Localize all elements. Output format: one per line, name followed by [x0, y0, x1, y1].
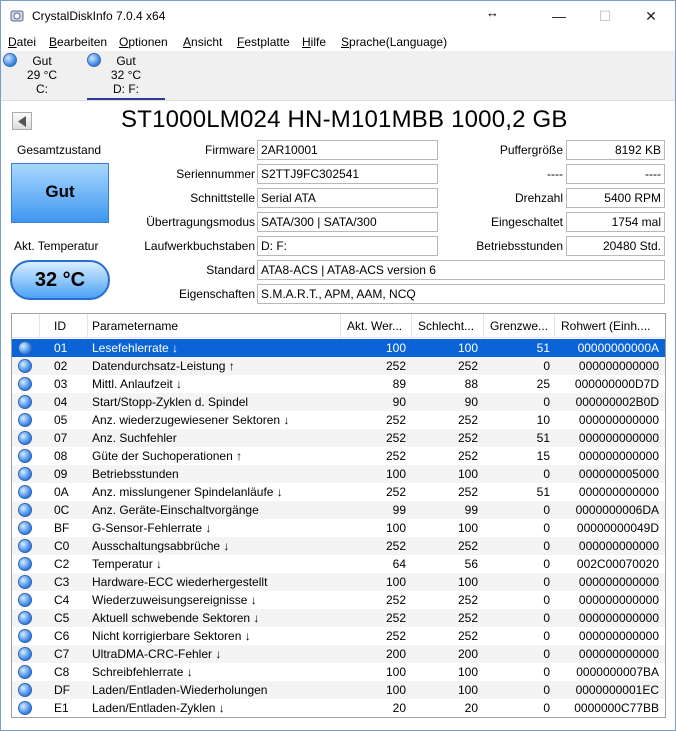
cell-current: 20	[392, 701, 406, 715]
header-raw[interactable]: Rohwert (Einh....	[555, 314, 666, 338]
cell-name: Wiederzuweisungsereignisse ↓	[92, 593, 257, 607]
cell-id: C0	[54, 539, 70, 553]
cell-worst: 252	[457, 593, 478, 607]
cell-threshold: 0	[543, 611, 550, 625]
health-good-icon	[18, 575, 32, 589]
cell-threshold: 0	[543, 467, 550, 481]
cell-worst: 252	[457, 629, 478, 643]
health-good-icon	[18, 467, 32, 481]
cell-name: Nicht korrigierbare Sektoren ↓	[92, 629, 251, 643]
table-row[interactable]	[12, 627, 666, 645]
cell-worst: 99	[464, 503, 478, 517]
cell-threshold: 0	[543, 557, 550, 571]
health-good-icon	[18, 359, 32, 373]
cell-threshold: 0	[543, 395, 550, 409]
blank-label: ----	[547, 167, 563, 181]
cell-raw: 000000000000	[578, 611, 659, 625]
disk-status: Gut	[116, 54, 136, 68]
cell-id: C3	[54, 575, 70, 589]
table-row[interactable]	[12, 429, 666, 447]
cell-name: Anz. wiederzugewiesener Sektoren ↓	[92, 413, 290, 427]
cell-name: Anz. Geräte-Einschaltvorgänge	[92, 503, 259, 517]
transfer-mode-label: Übertragungsmodus	[146, 215, 255, 229]
standard-label: Standard	[206, 263, 255, 277]
table-row[interactable]	[12, 609, 666, 627]
cell-current: 252	[385, 359, 406, 373]
menu-festplatte[interactable]: Festplatte	[237, 35, 290, 49]
cell-worst: 252	[457, 413, 478, 427]
health-good-icon	[18, 341, 32, 355]
table-row[interactable]	[12, 591, 666, 609]
cell-raw: 000000000000	[578, 449, 659, 463]
cell-raw: 000000000D7D	[574, 377, 659, 391]
cell-raw: 0000000007BA	[576, 665, 659, 679]
blank-field: ----	[566, 164, 665, 184]
disk-tab-c[interactable]	[3, 51, 81, 100]
previous-disk-button[interactable]	[12, 112, 32, 130]
cell-raw: 00000000000A	[577, 341, 659, 355]
disk-temp: 29 °C	[26, 68, 58, 82]
health-good-icon	[18, 647, 32, 661]
cell-id: C7	[54, 647, 70, 661]
cell-id: C5	[54, 611, 70, 625]
power-on-hours-label: Betriebsstunden	[476, 239, 563, 253]
cell-id: C8	[54, 665, 70, 679]
cell-threshold: 0	[543, 539, 550, 553]
minimize-button[interactable]: —	[552, 8, 566, 24]
cell-id: 08	[54, 449, 68, 463]
cell-threshold: 0	[543, 629, 550, 643]
table-row[interactable]	[12, 393, 666, 411]
power-on-count-field: 1754 mal	[566, 212, 665, 232]
cell-raw: 000000000000	[578, 431, 659, 445]
cell-raw: 0000000C77BB	[574, 701, 659, 715]
cell-current: 89	[392, 377, 406, 391]
header-current[interactable]: Akt. Wer...	[341, 314, 412, 338]
health-good-icon	[18, 683, 32, 697]
table-row[interactable]	[12, 357, 666, 375]
table-row[interactable]	[12, 339, 666, 357]
cell-id: C6	[54, 629, 70, 643]
table-row[interactable]	[12, 663, 666, 681]
cell-raw: 000000000000	[578, 647, 659, 661]
table-row[interactable]	[12, 537, 666, 555]
disk-tabs	[1, 51, 675, 101]
cell-raw: 002C00070020	[576, 557, 659, 571]
health-good-icon	[18, 395, 32, 409]
cell-worst: 100	[457, 683, 478, 697]
table-row[interactable]	[12, 375, 666, 393]
health-good-icon	[3, 53, 17, 67]
cell-id: DF	[54, 683, 70, 697]
buffer-size-label: Puffergröße	[499, 143, 563, 157]
rotation-rate-field: 5400 RPM	[566, 188, 665, 208]
table-row[interactable]	[12, 447, 666, 465]
cell-current: 64	[392, 557, 406, 571]
cell-id: 07	[54, 431, 68, 445]
cell-name: Anz. Suchfehler	[92, 431, 177, 445]
cell-current: 252	[385, 431, 406, 445]
cell-raw: 000000000000	[578, 629, 659, 643]
cell-name: Datendurchsatz-Leistung ↑	[92, 359, 235, 373]
table-row[interactable]	[12, 483, 666, 501]
cell-id: 01	[54, 341, 68, 355]
standard-field: ATA8-ACS | ATA8-ACS version 6	[257, 260, 665, 280]
drive-letters-label: Laufwerkbuchstaben	[144, 239, 255, 253]
header-status	[12, 314, 40, 338]
cell-raw: 000000000000	[578, 593, 659, 607]
cell-worst: 56	[464, 557, 478, 571]
cell-name: Mittl. Anlaufzeit ↓	[92, 377, 183, 391]
cell-current: 100	[385, 683, 406, 697]
cell-current: 100	[385, 521, 406, 535]
health-good-icon	[18, 377, 32, 391]
cell-worst: 88	[464, 377, 478, 391]
cell-current: 252	[385, 413, 406, 427]
resize-arrows-icon: ↔	[486, 5, 499, 20]
window-title: CrystalDiskInfo 7.0.4 x64	[32, 9, 166, 23]
cell-worst: 100	[457, 575, 478, 589]
health-good-icon	[18, 701, 32, 715]
table-row[interactable]	[12, 699, 666, 717]
health-good-icon	[18, 539, 32, 553]
cell-raw: 00000000049D	[576, 521, 659, 535]
cell-worst: 252	[457, 611, 478, 625]
cell-current: 252	[385, 449, 406, 463]
power-on-count-label: Eingeschaltet	[490, 215, 563, 229]
cell-id: 0A	[54, 485, 69, 499]
interface-field: Serial ATA	[257, 188, 438, 208]
cell-threshold: 0	[543, 575, 550, 589]
cell-worst: 100	[457, 665, 478, 679]
cell-id: C4	[54, 593, 70, 607]
cell-worst: 252	[457, 431, 478, 445]
cell-threshold: 0	[543, 683, 550, 697]
cell-current: 100	[385, 575, 406, 589]
cell-name: UltraDMA-CRC-Fehler ↓	[92, 647, 222, 661]
cell-name: Aktuell schwebende Sektoren ↓	[92, 611, 260, 625]
cell-raw: 000000000000	[578, 485, 659, 499]
cell-current: 99	[392, 503, 406, 517]
menu-bearbeiten[interactable]: Bearbeiten	[49, 35, 108, 49]
disk-model-title: ST1000LM024 HN-M101MBB 1000,2 GB	[121, 106, 568, 133]
cell-current: 252	[385, 611, 406, 625]
menu-sprache[interactable]: Sprache(Language)	[341, 35, 448, 49]
cell-worst: 252	[457, 539, 478, 553]
cell-raw: 0000000006DA	[575, 503, 659, 517]
buffer-size-field: 8192 KB	[566, 140, 665, 160]
cell-name: Betriebsstunden	[92, 467, 179, 481]
title-bar	[1, 1, 675, 33]
health-good-icon	[18, 485, 32, 499]
cell-threshold: 15	[536, 449, 550, 463]
cell-current: 100	[385, 467, 406, 481]
rotation-rate-label: Drehzahl	[514, 191, 563, 205]
features-label: Eigenschaften	[178, 287, 255, 301]
cell-threshold: 51	[536, 485, 550, 499]
health-good-icon	[18, 557, 32, 571]
cell-name: G-Sensor-Fehlerrate ↓	[92, 521, 212, 535]
cell-threshold: 51	[536, 431, 550, 445]
serial-label: Seriennummer	[176, 167, 255, 181]
cell-id: BF	[54, 521, 70, 535]
serial-field: S2TTJ9FC302541	[257, 164, 438, 184]
cell-name: Lesefehlerrate ↓	[92, 341, 179, 355]
cell-worst: 100	[457, 341, 478, 355]
disk-letters: D: F:	[113, 82, 139, 96]
cell-id: 04	[54, 395, 68, 409]
firmware-label: Firmware	[205, 143, 255, 157]
cell-raw: 000000000000	[578, 575, 659, 589]
cell-name: Ausschaltungsabbrüche ↓	[92, 539, 230, 553]
firmware-field: 2AR10001	[257, 140, 438, 160]
disk-letters: C:	[36, 82, 48, 96]
cell-name: Anz. misslungener Spindelanläufe ↓	[92, 485, 283, 499]
health-good-icon	[18, 665, 32, 679]
cell-threshold: 0	[543, 593, 550, 607]
cell-worst: 200	[457, 647, 478, 661]
table-row[interactable]	[12, 411, 666, 429]
cell-current: 90	[392, 395, 406, 409]
cell-raw: 000000000000	[578, 539, 659, 553]
table-row[interactable]	[12, 465, 666, 483]
table-row[interactable]	[12, 681, 666, 699]
cell-id: 05	[54, 413, 68, 427]
cell-worst: 252	[457, 449, 478, 463]
cell-id: 02	[54, 359, 68, 373]
cell-id: C2	[54, 557, 70, 571]
menu-ansicht[interactable]: Ansicht	[183, 35, 223, 49]
health-good-icon	[18, 449, 32, 463]
cell-current: 200	[385, 647, 406, 661]
disk-temp: 32 °C	[110, 68, 142, 82]
menu-datei[interactable]: Datei	[8, 35, 37, 49]
header-id[interactable]: ID	[48, 314, 88, 338]
cell-threshold: 0	[543, 503, 550, 517]
disk-status: Gut	[32, 54, 52, 68]
cell-threshold: 0	[543, 647, 550, 661]
interface-label: Schnittstelle	[190, 191, 255, 205]
cell-worst: 252	[457, 359, 478, 373]
cell-threshold: 0	[543, 359, 550, 373]
smart-attribute-table	[11, 313, 666, 718]
cell-id: 03	[54, 377, 68, 391]
health-good-icon	[18, 593, 32, 607]
cell-name: Temperatur ↓	[92, 557, 163, 571]
menu-hilfe[interactable]: Hilfe	[302, 35, 327, 49]
health-good-icon	[18, 431, 32, 445]
cell-name: Güte der Suchoperationen ↑	[92, 449, 243, 463]
health-good-icon	[18, 629, 32, 643]
cell-current: 100	[385, 341, 406, 355]
cell-current: 252	[385, 593, 406, 607]
cell-name: Start/Stopp-Zyklen d. Spindel	[92, 395, 249, 409]
health-label: Gesamtzustand	[17, 143, 102, 157]
drive-app-icon	[9, 8, 25, 24]
table-row[interactable]	[12, 645, 666, 663]
cell-threshold: 0	[543, 701, 550, 715]
cell-current: 252	[385, 539, 406, 553]
cell-threshold: 0	[543, 521, 550, 535]
table-row[interactable]	[12, 519, 666, 537]
cell-threshold: 51	[536, 341, 550, 355]
health-good-icon	[18, 611, 32, 625]
cell-raw: 000000005000	[578, 467, 659, 481]
cell-worst: 100	[457, 521, 478, 535]
header-worst[interactable]: Schlecht...	[412, 314, 484, 338]
table-row[interactable]	[12, 573, 666, 591]
cell-worst: 90	[464, 395, 478, 409]
table-row[interactable]	[12, 555, 666, 573]
cell-raw: 0000000001EC	[575, 683, 659, 697]
power-on-hours-field: 20480 Std.	[566, 236, 665, 256]
cell-current: 100	[385, 665, 406, 679]
menu-optionen[interactable]: Optionen	[119, 35, 168, 49]
cell-name: Laden/Entladen-Zyklen ↓	[92, 701, 225, 715]
transfer-mode-field: SATA/300 | SATA/300	[257, 212, 438, 232]
health-status-button[interactable]: Gut	[11, 163, 109, 223]
maximize-button[interactable]: ☐	[598, 8, 612, 24]
cell-current: 252	[385, 485, 406, 499]
cell-worst: 252	[457, 485, 478, 499]
header-name[interactable]: Parametername	[86, 314, 341, 338]
cell-name: Hardware-ECC wiederhergestellt	[92, 575, 268, 589]
arrow-left-icon	[17, 116, 27, 127]
cell-name: Schreibfehlerrate ↓	[92, 665, 193, 679]
temperature-display[interactable]: 32 °C	[10, 260, 110, 300]
cell-threshold: 0	[543, 665, 550, 679]
disk-tab-d[interactable]	[87, 51, 165, 100]
health-good-icon	[18, 521, 32, 535]
table-header	[12, 314, 666, 338]
cell-name: Laden/Entladen-Wiederholungen	[92, 683, 268, 697]
cell-worst: 100	[457, 467, 478, 481]
health-good-icon	[18, 503, 32, 517]
health-good-icon	[87, 53, 101, 67]
cell-raw: 000000000000	[578, 413, 659, 427]
cell-id: 0C	[54, 503, 70, 517]
cell-worst: 20	[464, 701, 478, 715]
cell-id: E1	[54, 701, 69, 715]
cell-id: 09	[54, 467, 68, 481]
cell-threshold: 25	[536, 377, 550, 391]
drive-letters-field: D: F:	[257, 236, 438, 256]
table-row[interactable]	[12, 501, 666, 519]
cell-raw: 000000000000	[578, 359, 659, 373]
cell-current: 252	[385, 629, 406, 643]
cell-raw: 000000002B0D	[575, 395, 659, 409]
features-field: S.M.A.R.T., APM, AAM, NCQ	[257, 284, 665, 304]
cell-threshold: 10	[536, 413, 550, 427]
close-button[interactable]: ✕	[645, 8, 657, 24]
health-good-icon	[18, 413, 32, 427]
header-threshold[interactable]: Grenzwe...	[484, 314, 555, 338]
menu-bar	[1, 33, 675, 51]
temperature-label: Akt. Temperatur	[14, 239, 99, 253]
